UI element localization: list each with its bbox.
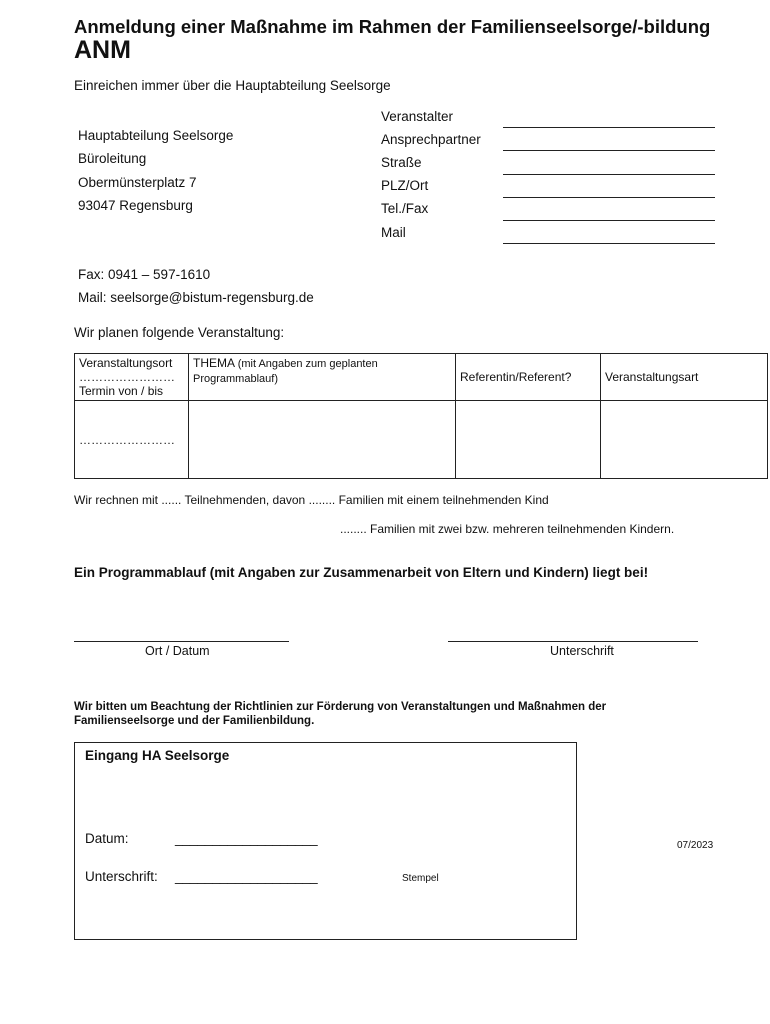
recipient-line: Büroleitung xyxy=(78,151,147,166)
col-theme-sub: (mit Angaben zum geplanten Programmablauf) xyxy=(193,358,378,385)
table-header-row xyxy=(75,354,768,401)
fax-number: Fax: 0941 – 597-1610 xyxy=(78,267,211,282)
receipt-date-label: Datum: xyxy=(85,831,129,846)
sender-field-label: Veranstalter xyxy=(381,109,454,124)
receipt-signature-label: Unterschrift: xyxy=(85,869,158,884)
cell-type[interactable] xyxy=(601,401,768,479)
version-date: 07/2023 xyxy=(677,840,714,851)
sender-field-label: Tel./Fax xyxy=(381,201,429,216)
cell-location[interactable] xyxy=(75,401,189,479)
participants-line-2: ........ Familien mit zwei bzw. mehreren teilnehmenden Kindern. xyxy=(340,522,675,536)
sender-input-line[interactable] xyxy=(503,220,715,221)
receipt-date-line[interactable]: ___________________ xyxy=(175,831,318,846)
place-date-label: Ort / Datum xyxy=(145,644,210,658)
plan-intro: Wir planen folgende Veranstaltung: xyxy=(74,325,285,340)
receipt-title: Eingang HA Seelsorge xyxy=(85,748,230,763)
place-date-line[interactable] xyxy=(74,641,289,642)
form-title: Anmeldung einer Maßnahme im Rahmen der Familienseelsorge/-bildung xyxy=(74,16,711,37)
col-speaker-header xyxy=(456,354,601,401)
recipient-line: Hauptabteilung Seelsorge xyxy=(78,128,234,143)
sender-field-label: Ansprechpartner xyxy=(381,132,481,147)
receipt-signature-line[interactable]: ___________________ xyxy=(175,869,318,884)
guideline-note-1: Wir bitten um Beachtung der Richtlinien zur Förderung von Veranstaltungen und Maßnahmen der xyxy=(74,701,607,713)
form-subtitle: Einreichen immer über die Hauptabteilung Seelsorge xyxy=(74,78,391,93)
col-date-label: Termin von / bis xyxy=(79,384,164,398)
col-location-dots: …………………… xyxy=(79,370,175,384)
cell-location-dots: …………………… xyxy=(79,432,175,447)
receipt-box xyxy=(74,742,577,940)
sender-input-line[interactable] xyxy=(503,127,715,128)
form-code: ANM xyxy=(74,36,131,64)
sender-input-line[interactable] xyxy=(503,174,715,175)
sender-input-line[interactable] xyxy=(503,150,715,151)
col-location-label: Veranstaltungsort xyxy=(79,356,173,370)
stamp-label: Stempel xyxy=(402,873,439,884)
recipient-line: 93047 Regensburg xyxy=(78,198,193,213)
col-location-header xyxy=(75,354,189,401)
sender-field-label: Mail xyxy=(381,225,406,240)
signature-line[interactable] xyxy=(448,641,698,642)
sender-field-label: Straße xyxy=(381,155,422,170)
col-type-header xyxy=(601,354,768,401)
sender-field-label: PLZ/Ort xyxy=(381,178,429,193)
col-type-label: Veranstaltungsart xyxy=(605,370,699,384)
recipient-line: Obermünsterplatz 7 xyxy=(78,175,197,190)
participants-line-1: Wir rechnen mit ...... Teilnehmenden, davon ........ Familien mit einem teilnehmenden Kind xyxy=(74,493,549,507)
col-speaker-label: Referentin/Referent? xyxy=(460,370,572,384)
cell-speaker[interactable] xyxy=(456,401,601,479)
sender-input-line[interactable] xyxy=(503,243,715,244)
signature-label: Unterschrift xyxy=(550,644,614,658)
col-theme-label: THEMA xyxy=(193,356,235,370)
mail-address: Mail: seelsorge@bistum-regensburg.de xyxy=(78,290,314,305)
program-note: Ein Programmablauf (mit Angaben zur Zusammenarbeit von Eltern und Kindern) liegt bei! xyxy=(74,565,649,580)
guideline-note-2: Familienseelsorge und der Familienbildung. xyxy=(74,715,315,727)
plan-table xyxy=(74,353,768,479)
sender-input-line[interactable] xyxy=(503,197,715,198)
table-row xyxy=(75,401,768,479)
col-theme-header xyxy=(189,354,456,401)
cell-theme[interactable] xyxy=(189,401,456,479)
